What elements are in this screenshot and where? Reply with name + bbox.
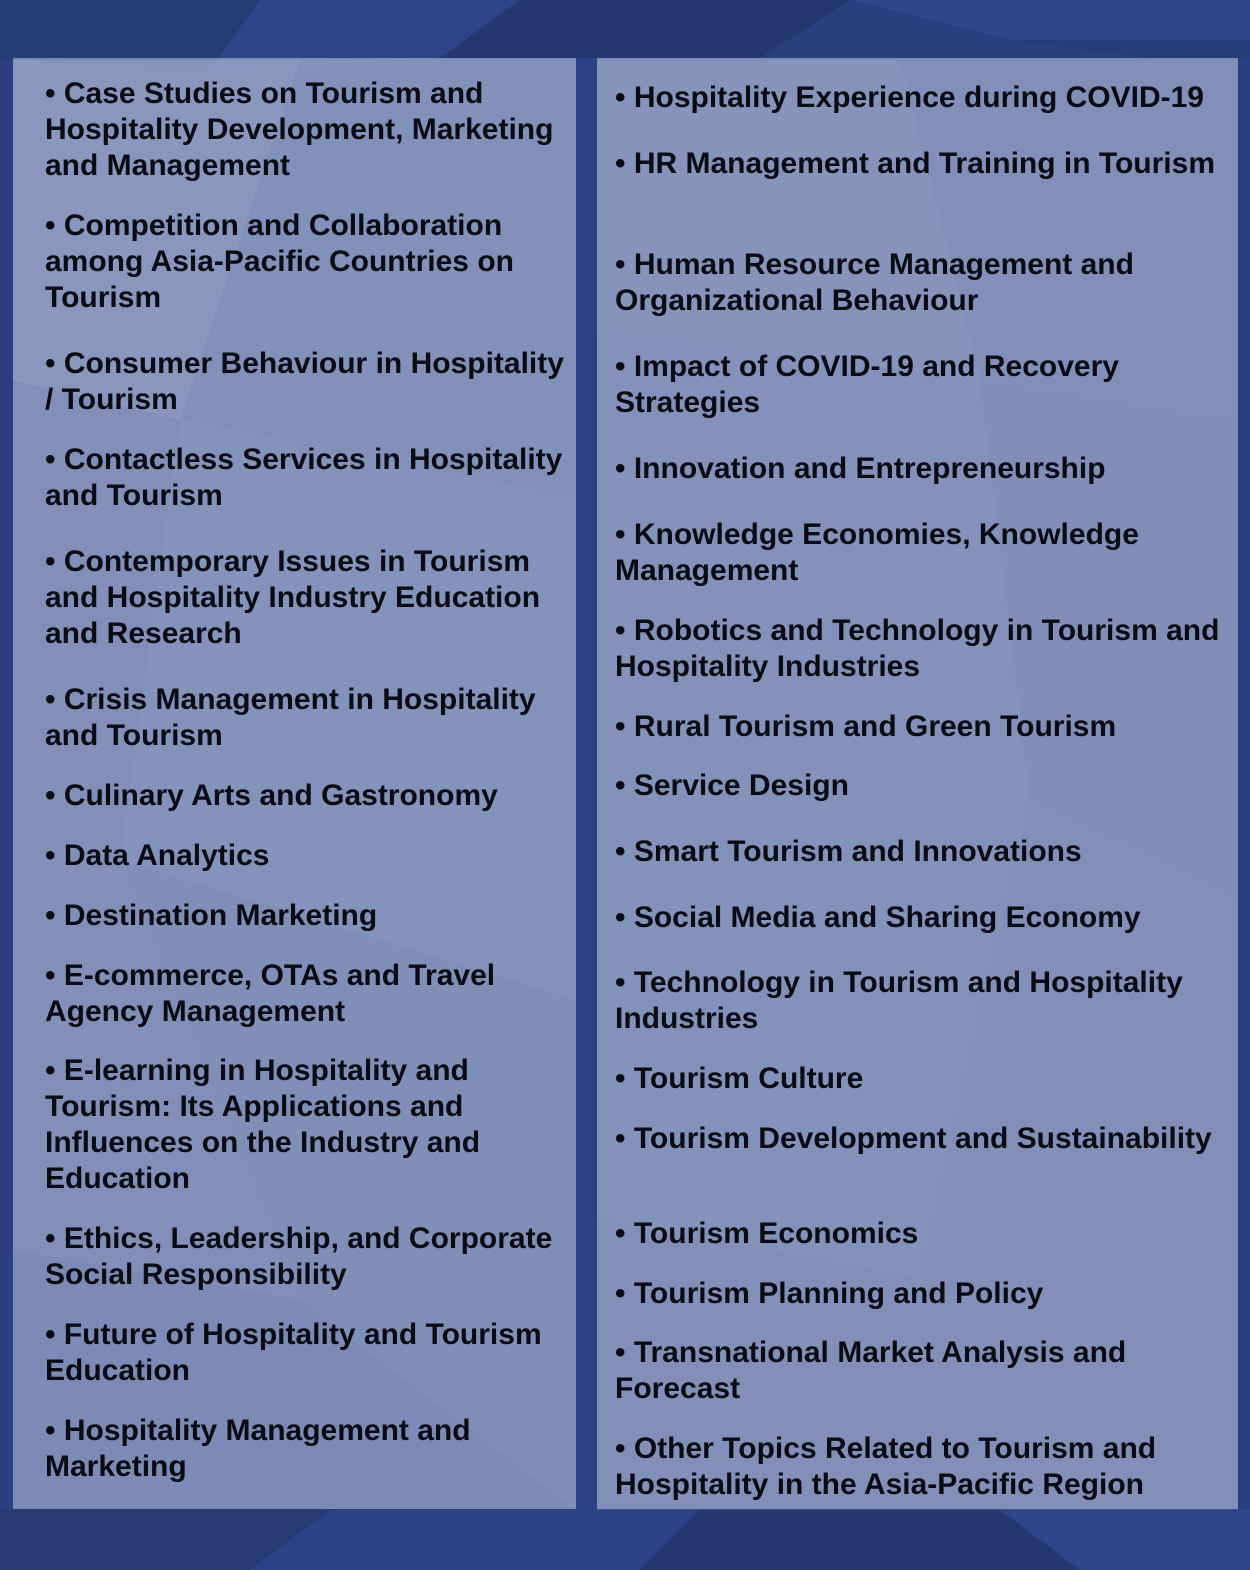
topic-item: • Future of Hospitality and Tourism Education [45,1318,542,1387]
topic-item: • Destination Marketing [45,899,378,932]
topic-item: • Tourism Culture [615,1062,864,1095]
topic-item: • Ethics, Leadership, and Corporate Social Responsibility [45,1222,553,1291]
topic-item: • Contemporary Issues in Tourism and Hospitality Industry Education and Research [45,545,541,650]
topic-item: • Crisis Management in Hospitality and Tourism [45,683,536,752]
topic-item: • Technology in Tourism and Hospitality Industries [615,966,1183,1035]
topic-item: • Tourism Economics [615,1217,919,1250]
topic-item: • Contactless Services in Hospitality and Tourism [45,443,563,512]
topic-item: • E-learning in Hospitality and Tourism: Its Applications and Influences on the Industry and Education [45,1054,481,1195]
topic-item: • E-commerce, OTAs and Travel Agency Management [45,959,496,1028]
topic-item: • Hospitality Management and Marketing [45,1414,471,1483]
topic-item: • Service Design [615,769,849,802]
topic-item: • Knowledge Economies, Knowledge Management [615,518,1139,587]
topic-item: • Data Analytics [45,839,270,872]
topics-right-panel [597,58,1238,1509]
topic-item: • Smart Tourism and Innovations [615,835,1082,868]
topic-item: • Innovation and Entrepreneurship [615,452,1106,485]
topic-item: • Hospitality Experience during COVID-19 [615,81,1204,114]
topic-item: • Other Topics Related to Tourism and Hospitality in the Asia-Pacific Region [615,1432,1157,1501]
topic-item: • Culinary Arts and Gastronomy [45,779,498,812]
topic-item: • HR Management and Training in Tourism [615,147,1215,180]
topic-item: • Tourism Planning and Policy [615,1277,1044,1310]
topic-item: • Human Resource Management and Organizational Behaviour [615,248,1134,317]
topic-item: • Transnational Market Analysis and Forecast [615,1336,1127,1405]
topics-left-panel [13,58,576,1509]
topic-item: • Robotics and Technology in Tourism and Hospitality Industries [615,614,1220,683]
topic-item: • Social Media and Sharing Economy [615,901,1141,934]
topic-item: • Competition and Collaboration among Asia-Pacific Countries on Tourism [45,209,514,314]
topic-item: • Consumer Behaviour in Hospitality / Tourism [45,347,564,416]
topic-item: • Case Studies on Tourism and Hospitality Development, Marketing and Management [45,77,554,182]
topic-item: • Impact of COVID-19 and Recovery Strategies [615,350,1119,419]
topic-item: • Tourism Development and Sustainability [615,1122,1212,1155]
topic-item: • Rural Tourism and Green Tourism [615,710,1117,743]
